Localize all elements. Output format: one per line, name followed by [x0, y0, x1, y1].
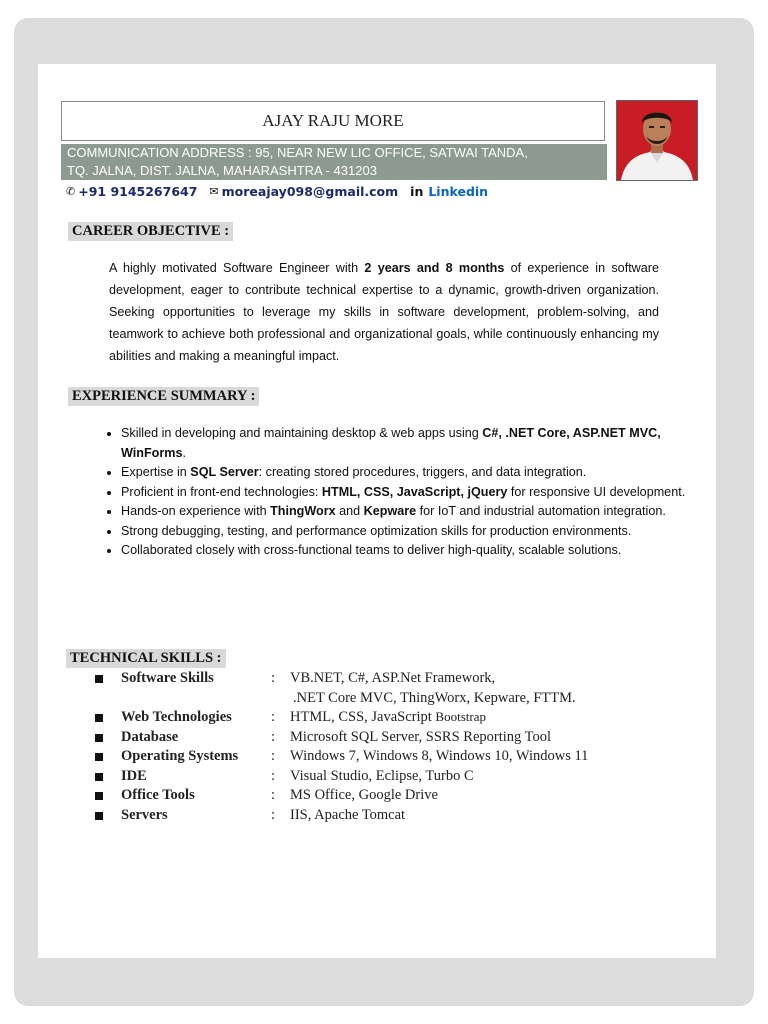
linkedin-link[interactable]: Linkedin [428, 183, 489, 199]
experience-list [81, 424, 721, 561]
skill-row-os: Operating Systems : Windows 7, Windows 8, Windows 10, Windows 11 [95, 748, 695, 768]
contact-line [66, 182, 488, 200]
skill-row-servers: Servers : IIS, Apache Tomcat [95, 807, 695, 827]
phone-number[interactable]: +91 9145267647 [78, 183, 198, 199]
address-line-2: TQ. JALNA, DIST. JALNA, MAHARASHTRA - 431203 [67, 163, 377, 178]
list-item: • Expertise in SQL Server: creating stored procedures, triggers, and data integration. [121, 463, 721, 483]
square-bullet-icon [95, 753, 103, 761]
skill-row-software-continued: .NET Core MVC, ThingWorx, Kepware, FTTM. [293, 689, 576, 706]
candidate-name: AJAY RAJU MORE [61, 101, 605, 141]
career-objective-text: A highly motivated Software Engineer with 2 years and 8 months of experience in software development, eager to contribute technical expertise to a dynamic, growth-driven organization. Seeking opportunities to leverage my skills in software development, problem-solving, and teamwork to achieve both professional and organizational goals, while continuously enhancing my abilities and making a meaningful impact. [109, 261, 659, 363]
skill-row-ide: IDE : Visual Studio, Eclipse, Turbo C [95, 768, 695, 788]
phone-icon: ✆ [66, 184, 76, 198]
skill-row-web: Web Technologies : HTML, CSS, JavaScript Bootstrap [95, 709, 695, 729]
technical-skills-heading: TECHNICAL SKILLS : [66, 649, 226, 668]
list-item: • Strong debugging, testing, and performance optimization skills for production environments. [121, 522, 721, 542]
address-line-1: COMMUNICATION ADDRESS : 95, NEAR NEW LIC OFFICE, SATWAI TANDA, [67, 145, 528, 160]
list-item: • Proficient in front-end technologies: HTML, CSS, JavaScript, jQuery for responsive UI development. [121, 483, 721, 503]
list-item: • Skilled in developing and maintaining desktop & web apps using C#, .NET Core, ASP.NET MVC, WinForms. [121, 424, 721, 463]
envelope-icon: ✉ [209, 184, 219, 198]
experience-summary-heading: EXPERIENCE SUMMARY : [68, 387, 259, 406]
career-objective-heading: CAREER OBJECTIVE : [68, 222, 233, 241]
skill-row-software: Software Skills : VB.NET, C#, ASP.Net Framework, [95, 670, 695, 690]
skill-row-database: Database : Microsoft SQL Server, SSRS Reporting Tool [95, 729, 695, 749]
list-item: • Collaborated closely with cross-functional teams to deliver high-quality, scalable solutions. [121, 541, 721, 561]
list-item: • Hands-on experience with ThingWorx and Kepware for IoT and industrial automation integration. [121, 502, 721, 522]
linkedin-icon: in [410, 183, 424, 199]
square-bullet-icon [95, 792, 103, 800]
square-bullet-icon [95, 675, 103, 683]
profile-photo [616, 100, 698, 181]
address-block [61, 144, 607, 180]
email-link[interactable]: moreajay098@gmail.com [221, 183, 399, 199]
square-bullet-icon [95, 812, 103, 820]
square-bullet-icon [95, 714, 103, 722]
technical-skills-table [95, 670, 695, 826]
profile-photo-image [617, 101, 697, 180]
skill-row-office: Office Tools : MS Office, Google Drive [95, 787, 695, 807]
square-bullet-icon [95, 773, 103, 781]
square-bullet-icon [95, 734, 103, 742]
